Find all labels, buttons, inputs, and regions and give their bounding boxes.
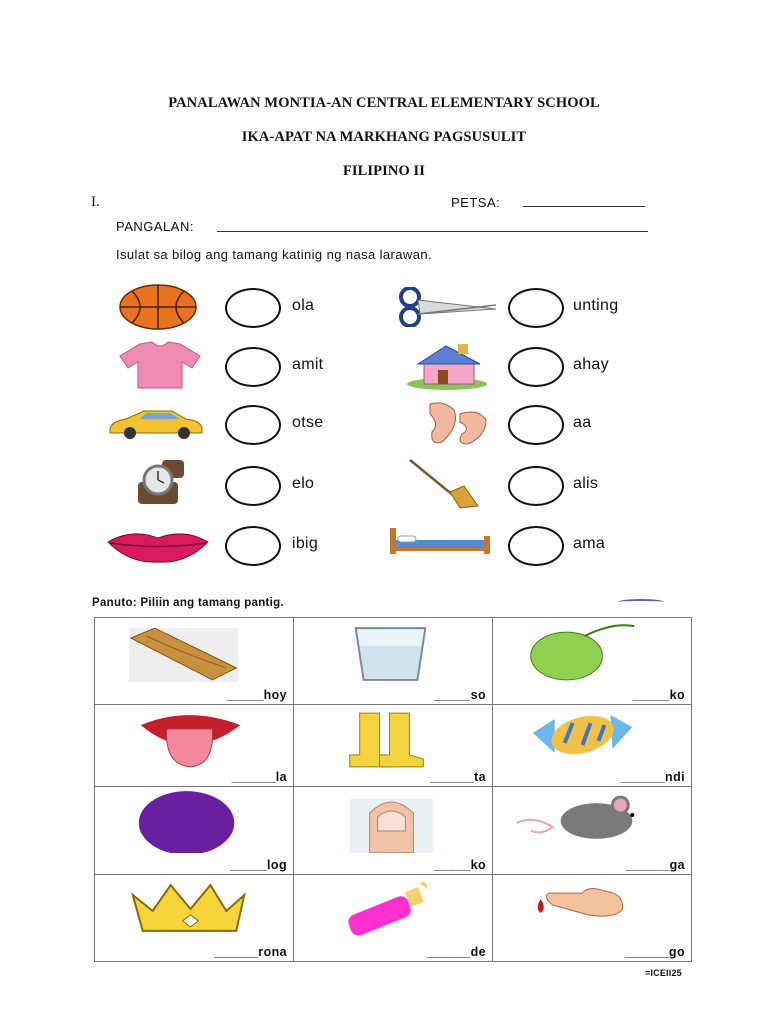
feet-icon xyxy=(424,396,490,448)
answer-circle-8[interactable] xyxy=(508,466,564,506)
answer-circle-10[interactable] xyxy=(508,526,564,566)
footer-code: =ICEII25 xyxy=(645,968,682,978)
answer-circle-4[interactable] xyxy=(508,347,564,387)
grid-cell[interactable] xyxy=(294,705,493,787)
answer-circle-1[interactable] xyxy=(225,288,281,328)
broom-icon xyxy=(406,458,482,510)
drinking-glass-icon xyxy=(294,618,492,684)
grid-cell[interactable] xyxy=(493,787,692,875)
coconut-icon xyxy=(493,618,691,684)
scissors-icon xyxy=(396,287,500,327)
section-two-instruction: Panuto: Piliin ang tamang pantig. xyxy=(92,597,284,609)
car-icon xyxy=(106,407,206,441)
date-label: PETSA: xyxy=(451,195,501,210)
syllable-blank: ______rona xyxy=(214,945,287,959)
item-word: unting xyxy=(573,297,619,314)
grid-cell[interactable] xyxy=(493,618,692,705)
syllable-blank: _____hoy xyxy=(226,688,287,702)
item-word: ahay xyxy=(573,356,609,373)
answer-circle-2[interactable] xyxy=(508,288,564,328)
grid-cell[interactable] xyxy=(294,618,493,705)
item-word: otse xyxy=(292,414,324,431)
baby-bottle-icon xyxy=(294,875,492,941)
syllable-blank: _____so xyxy=(433,688,486,702)
wooden-plank-icon xyxy=(95,618,293,684)
lips-icon xyxy=(106,528,210,564)
grid-cell[interactable] xyxy=(493,705,692,787)
syllable-blank: _____ko xyxy=(632,688,685,702)
grid-cell[interactable] xyxy=(95,618,294,705)
answer-circle-6[interactable] xyxy=(508,405,564,445)
syllable-blank: _____ko xyxy=(433,858,486,872)
name-field-line[interactable] xyxy=(217,231,648,232)
house-icon xyxy=(404,342,490,390)
item-word: aa xyxy=(573,414,592,431)
grid-cell[interactable] xyxy=(95,705,294,787)
syllable-blank: ______la xyxy=(231,770,287,784)
syllable-blank: _____log xyxy=(230,858,287,872)
subject-title: FILIPINO II xyxy=(342,163,426,179)
mouse-icon xyxy=(493,787,691,853)
item-word: ama xyxy=(573,535,606,552)
grid-cell[interactable] xyxy=(294,787,493,875)
purple-circle-icon xyxy=(95,787,293,853)
answer-circle-9[interactable] xyxy=(225,526,281,566)
grid-cell[interactable] xyxy=(95,787,294,875)
crown-icon xyxy=(95,875,293,941)
answer-circle-3[interactable] xyxy=(225,347,281,387)
answer-circle-7[interactable] xyxy=(225,466,281,506)
answer-circle-5[interactable] xyxy=(225,405,281,445)
syllable-blank: ______de xyxy=(426,945,486,959)
ink-mark xyxy=(618,599,664,605)
syllable-grid xyxy=(94,617,692,962)
item-word: elo xyxy=(292,475,315,492)
finger-blood-icon xyxy=(493,875,691,941)
item-word: amit xyxy=(292,356,324,373)
syllable-blank: ______ndi xyxy=(620,770,685,784)
tongue-icon xyxy=(95,705,293,771)
syllable-blank: ______ga xyxy=(625,858,685,872)
grid-cell[interactable] xyxy=(294,875,493,962)
fingernail-icon xyxy=(294,787,492,853)
item-word: ola xyxy=(292,297,315,314)
item-word: ibig xyxy=(292,535,319,552)
basketball-icon xyxy=(118,283,198,331)
school-name: PANALAWAN MONTIA-AN CENTRAL ELEMENTARY SCHOOL xyxy=(168,95,600,111)
wristwatch-icon xyxy=(132,458,188,506)
name-label: PANGALAN: xyxy=(116,219,194,234)
syllable-blank: ______ta xyxy=(429,770,486,784)
item-word: alis xyxy=(573,475,599,492)
syllable-blank: ______go xyxy=(624,945,685,959)
grid-cell[interactable] xyxy=(493,875,692,962)
candy-icon xyxy=(493,705,691,771)
date-field-line[interactable] xyxy=(523,206,645,207)
exam-title: IKA-APAT NA MARKHANG PAGSUSULIT xyxy=(241,129,527,145)
section-number: I. xyxy=(91,194,100,210)
shirt-icon xyxy=(118,340,202,390)
grid-cell[interactable] xyxy=(95,875,294,962)
boots-icon xyxy=(294,705,492,771)
section-one-instruction: Isulat sa bilog ang tamang katinig ng nasa larawan. xyxy=(116,247,432,262)
bed-icon xyxy=(388,526,492,556)
